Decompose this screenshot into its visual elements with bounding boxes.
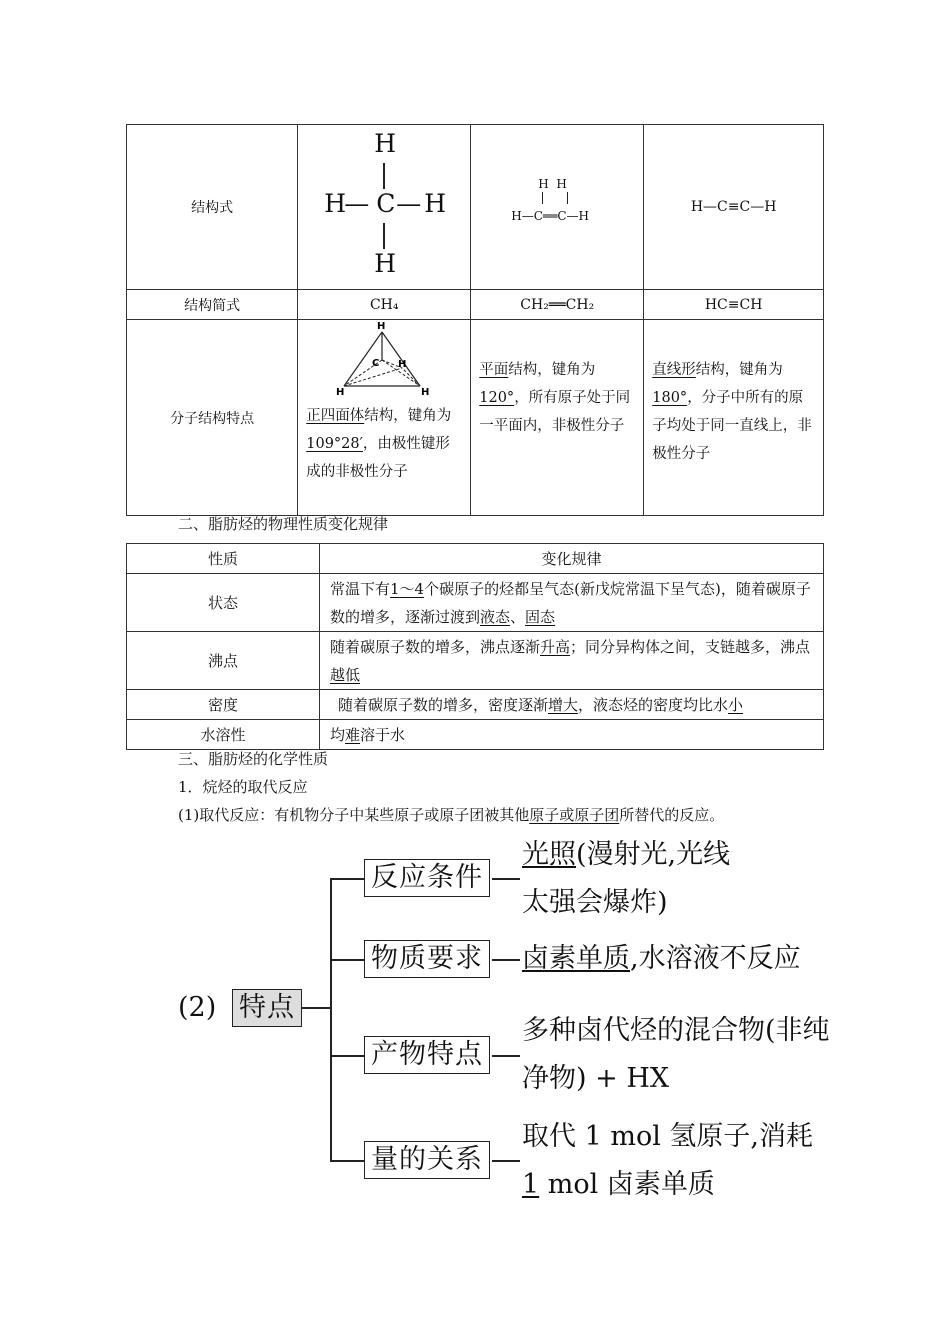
section-2-title: 二、脂肪烃的物理性质变化规律: [178, 515, 389, 533]
text: 溶于水: [360, 725, 406, 744]
header-property: 性质: [127, 544, 320, 574]
desc-text: ，所有原子处于同一平面内，非极性分子: [479, 390, 631, 434]
header-rule: 变化规律: [320, 544, 824, 574]
blank: 增大: [548, 695, 579, 714]
methane-structural-formula: [298, 125, 471, 290]
label-solubility: 水溶性: [127, 720, 320, 750]
section-3-title: 三、脂肪烃的化学性质: [178, 750, 329, 768]
row-label-simplified-formula: 结构简式: [127, 290, 298, 320]
methane-h-left: H: [324, 189, 347, 218]
text: (1)取代反应：有机物分子中某些原子或原子团被其他: [178, 806, 530, 824]
blank-angle: 120°: [479, 390, 515, 406]
connector: [330, 878, 364, 880]
text: ；同分异构体之间，支链越多，沸点: [570, 637, 811, 656]
tetra-h-top: H: [377, 321, 386, 332]
methane-h-right: H: [424, 189, 447, 218]
row-label-molecular-structure: 分子结构特点: [127, 320, 298, 516]
blank: 原子或原子团: [529, 806, 620, 824]
methane-structure-desc: [298, 402, 470, 486]
connector: [492, 878, 520, 880]
tetra-h-right: H: [421, 387, 430, 398]
desc-text: 结构，键角为: [695, 362, 783, 378]
desc-text: 结构，键角为: [364, 408, 452, 424]
blank-shape: 平面: [479, 362, 509, 378]
item-number: (2): [178, 992, 217, 1023]
connector: [330, 1160, 364, 1162]
methane-h-top: H: [374, 129, 397, 158]
branch-text-condition-1: [522, 831, 730, 879]
branch-box-product: 产物特点: [364, 1036, 490, 1074]
desc-text: ，分子中所有的原子均处于同一直线上，非极性分子: [652, 390, 812, 462]
methane-h-bottom: H: [374, 249, 397, 278]
tetra-h-inner: H: [398, 359, 407, 370]
structure-table: [126, 124, 824, 516]
tetra-h-left: H: [336, 387, 345, 398]
acetylene-structure-cell: [644, 320, 824, 516]
blank: 1～4: [390, 579, 425, 598]
connector: [330, 1055, 364, 1057]
text: 所替代的反应。: [619, 806, 725, 824]
blank: 卤素单质: [522, 943, 630, 974]
ethylene-structural-formula: [471, 125, 644, 290]
methane-simplified: CH₄: [298, 290, 471, 320]
branch-text-product-2: 净物) + HX: [522, 1063, 670, 1094]
ethylene-h-top: H H: [538, 177, 567, 191]
desc-text: ，由极性键形成的非极性分子: [306, 436, 450, 480]
tetrahedron-diagram: [298, 320, 470, 402]
bond-up-2: [567, 192, 568, 204]
methane-c: C: [376, 189, 396, 218]
state-rule: [320, 574, 824, 632]
connector: [330, 959, 364, 961]
blank: 越低: [330, 665, 361, 684]
ethylene-main: H—C══C—H: [511, 209, 589, 223]
text: mol 卤素单质: [539, 1169, 715, 1200]
branch-box-quantity: 量的关系: [364, 1141, 490, 1179]
solubility-rule: [320, 720, 824, 750]
text: 个碳原子的烃都呈气态(新戊烷常温下呈气态)，随着碳原子数的增多，逐渐过渡到: [330, 579, 811, 626]
text: (漫射光,光线: [576, 839, 731, 870]
branch-box-requirement: 物质要求: [364, 940, 490, 978]
blank-shape: 正四面体: [306, 408, 365, 424]
connector: [302, 1007, 330, 1009]
physical-properties-table: [126, 543, 824, 750]
acetylene-structure-desc: [644, 356, 823, 468]
blank: 光照: [522, 839, 576, 870]
blank: 小: [728, 695, 744, 714]
label-density: 密度: [127, 690, 320, 720]
text: 、: [510, 607, 526, 626]
blank: 1: [522, 1169, 540, 1200]
bond-left: —: [344, 189, 370, 218]
blank: 升高: [540, 637, 571, 656]
text: 常温下有: [330, 579, 391, 598]
tetra-c: C: [372, 358, 380, 369]
branch-text-quantity-2: [522, 1161, 715, 1209]
text: 随着碳原子数的增多，沸点逐渐: [330, 637, 541, 656]
blank: 液态: [480, 607, 511, 626]
branch-text-product-1: 多种卤代烃的混合物(非纯: [522, 1015, 830, 1046]
branch-text-requirement: [522, 935, 801, 983]
substitution-definition: [178, 804, 724, 825]
connector: [492, 1055, 520, 1057]
text: ，液态烃的密度均比水: [578, 695, 729, 714]
bond-top: [383, 163, 385, 189]
root-box: 特点: [232, 989, 302, 1027]
boiling-point-rule: [320, 632, 824, 690]
row-label-structural-formula: 结构式: [127, 125, 298, 290]
blank: 固态: [525, 607, 556, 626]
blank-angle: 109°28′: [306, 436, 363, 452]
tetrahedron-icon: [298, 320, 470, 402]
connector: [492, 1160, 520, 1162]
bond-up-1: [542, 192, 543, 204]
density-rule: [320, 690, 824, 720]
label-boiling-point: 沸点: [127, 632, 320, 690]
connector: [330, 878, 332, 1160]
subsection-1-title: 1．烷烃的取代反应: [178, 778, 308, 796]
ethylene-structure-cell: [471, 320, 644, 516]
branch-text-quantity-1: 取代 1 mol 氢原子,消耗: [522, 1121, 814, 1152]
acetylene-structural-formula: H—C≡C—H: [644, 125, 824, 290]
blank-shape: 直线形: [652, 362, 696, 378]
desc-text: 结构，键角为: [508, 362, 596, 378]
bond-right: —: [396, 189, 422, 218]
ethylene-structure-desc: [471, 356, 643, 440]
acetylene-simplified: HC≡CH: [644, 290, 824, 320]
text: ,水溶液不反应: [630, 943, 801, 974]
label-state: 状态: [127, 574, 320, 632]
blank-angle: 180°: [652, 390, 688, 406]
blank: 难: [345, 725, 361, 744]
connector: [492, 959, 520, 961]
text: 均: [330, 725, 346, 744]
branch-text-condition-2: 太强会爆炸): [522, 887, 668, 918]
branch-box-condition: 反应条件: [364, 859, 490, 897]
bond-bottom: [383, 223, 385, 249]
ethylene-simplified: CH₂══CH₂: [471, 290, 644, 320]
text: 随着碳原子数的增多，密度逐渐: [338, 695, 549, 714]
methane-structure-cell: [298, 320, 471, 516]
